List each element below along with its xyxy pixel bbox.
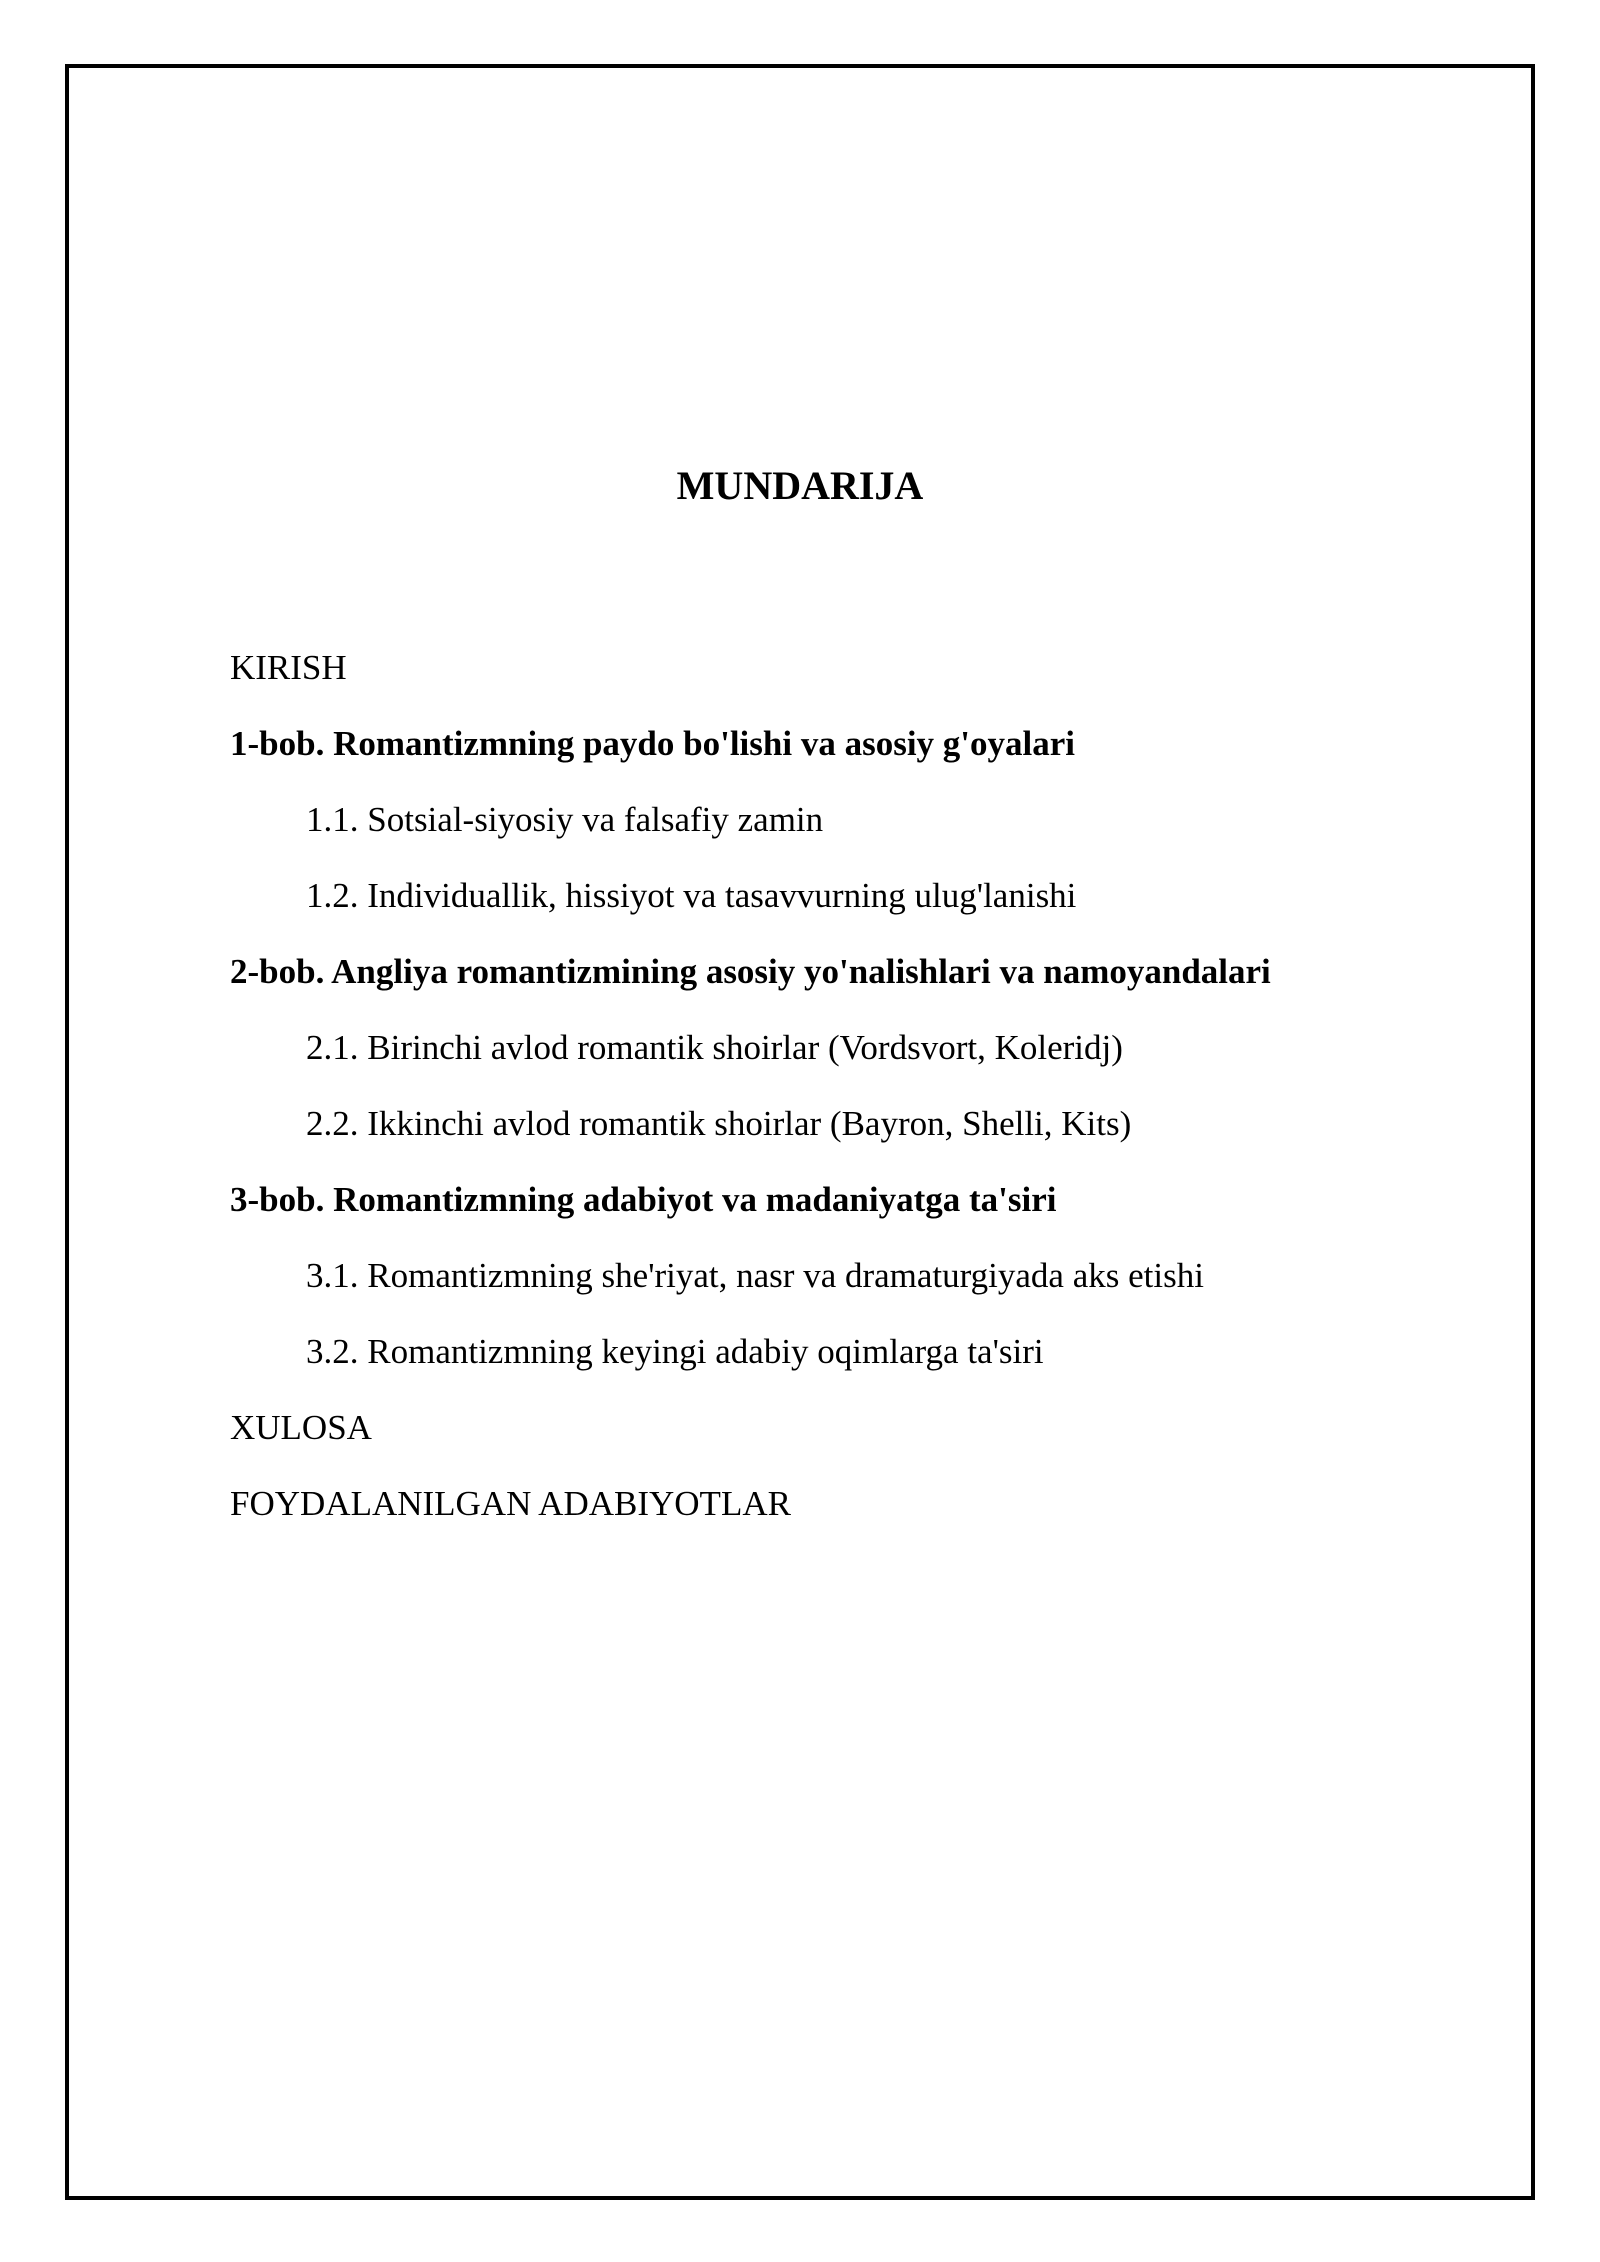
toc-chapter-1: 1-bob. Romantizmning paydo bo'lishi va asosiy g'oyalari (230, 724, 1076, 763)
table-of-contents (230, 640, 1271, 1552)
toc-entry-conclusion: XULOSA (230, 1408, 372, 1447)
toc-section-1-2: 1.2. Individuallik, hissiyot va tasavvurning ulug'lanishi (306, 876, 1077, 915)
toc-section-3-1: 3.1. Romantizmning she'riyat, nasr va dramaturgiyada aks etishi (306, 1256, 1204, 1295)
toc-chapter-3: 3-bob. Romantizmning adabiyot va madaniyatga ta'siri (230, 1180, 1057, 1219)
toc-section-2-2: 2.2. Ikkinchi avlod romantik shoirlar (Bayron, Shelli, Kits) (306, 1104, 1132, 1143)
toc-entry-introduction: KIRISH (230, 648, 347, 687)
toc-section-3-2: 3.2. Romantizmning keyingi adabiy oqimlarga ta'siri (306, 1332, 1044, 1371)
page-title: MUNDARIJA (676, 463, 924, 508)
toc-section-1-1: 1.1. Sotsial-siyosiy va falsafiy zamin (306, 800, 824, 839)
toc-entry-references: FOYDALANILGAN ADABIYOTLAR (230, 1484, 791, 1523)
toc-section-2-1: 2.1. Birinchi avlod romantik shoirlar (Vordsvort, Koleridj) (306, 1028, 1123, 1067)
toc-chapter-2: 2-bob. Angliya romantizmining asosiy yo'nalishlari va namoyandalari (230, 952, 1271, 991)
